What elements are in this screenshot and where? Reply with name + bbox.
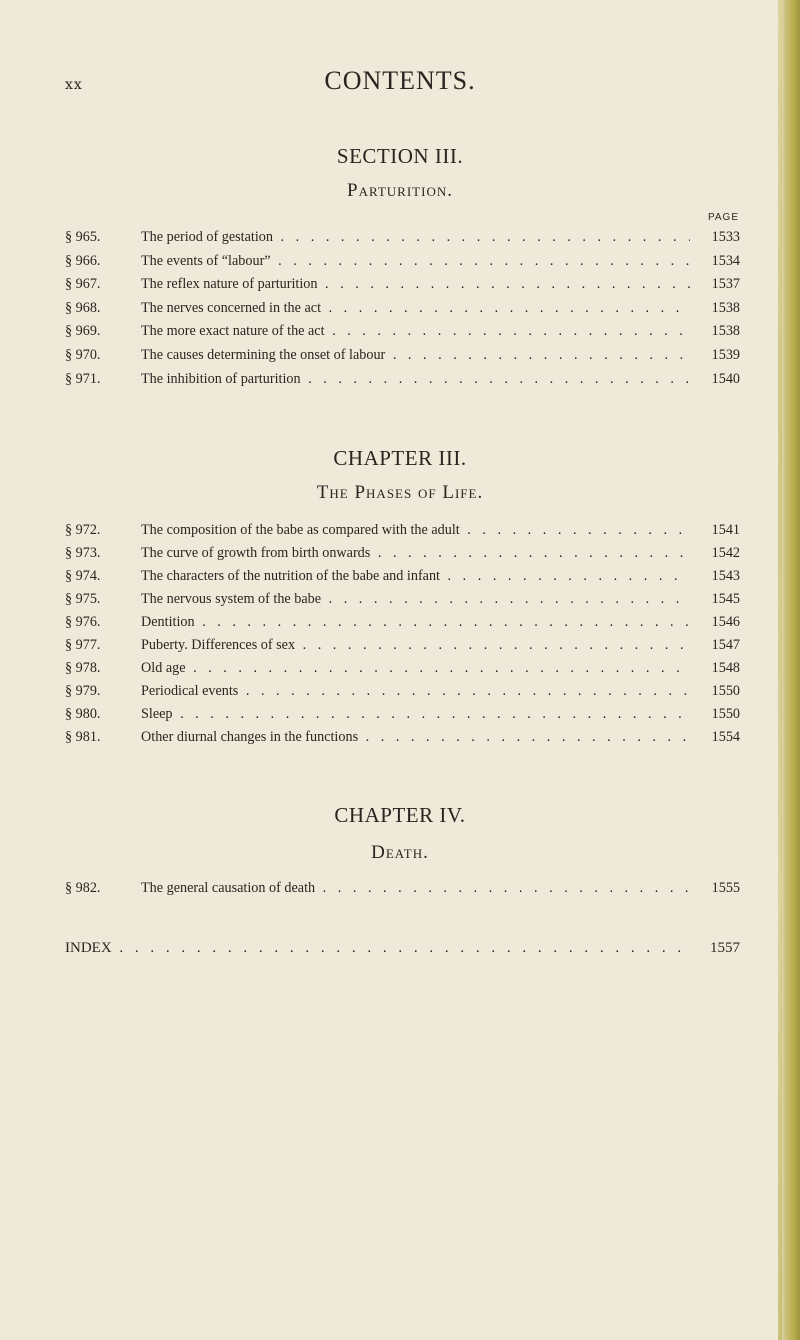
entry-page: 1548 [711,660,740,676]
toc-entry[interactable] [65,347,740,369]
section-subheading: Parturition. [347,180,453,201]
running-title: CONTENTS. [324,66,476,95]
entry-page: 1542 [711,545,740,561]
toc-entry[interactable] [65,880,740,902]
page-column-label: PAGE [707,212,739,223]
entry-title: The curve of growth from birth onwards . . . [141,545,690,562]
entry-page: 1550 [711,683,740,699]
chapter-subheading: The Phases of Life. [316,482,484,503]
entry-title: Puberty. Differences of sex . . . [141,637,690,654]
entry-number: § 974. [65,568,101,584]
entry-title: Dentition . . . [141,614,690,631]
chapter-subheading: Death. [371,842,429,863]
index-page: 1557 [710,940,740,956]
entry-page: 1533 [711,229,740,245]
entry-number: § 973. [65,545,101,561]
entry-title: The nerves concerned in the act . . . [141,300,690,317]
entry-number: § 977. [65,637,101,653]
entry-page: 1541 [711,522,740,538]
entry-number: § 971. [65,371,101,387]
running-head [0,66,800,106]
entry-number: § 969. [65,323,101,339]
entry-title: The events of “labour” . . . [141,253,690,270]
entry-page: 1534 [711,253,740,269]
entry-page: 1538 [711,300,740,316]
entry-page: 1546 [711,614,740,630]
entry-title: The general causation of death . . . [141,880,690,897]
entry-page: 1538 [711,323,740,339]
entry-page: 1555 [711,880,740,896]
entry-number: § 978. [65,660,101,676]
entry-number: § 970. [65,347,101,363]
entry-title: Sleep . . . [141,706,690,723]
entry-title: The characters of the nutrition of the babe and infant . . . [141,568,690,585]
entry-title: The reflex nature of parturition . . . [141,276,690,293]
entry-page: 1543 [711,568,740,584]
page-folio: xx [65,77,83,93]
entry-number: § 981. [65,729,101,745]
entry-number: § 968. [65,300,101,316]
entry-number: § 967. [65,276,101,292]
toc-entry[interactable] [65,300,740,322]
entry-title: Old age . . . [141,660,690,677]
entry-number: § 982. [65,880,101,896]
entry-title: Other diurnal changes in the functions . . . [141,729,690,746]
entry-page: 1537 [711,276,740,292]
entry-number: § 979. [65,683,101,699]
entry-number: § 980. [65,706,101,722]
entry-number: § 972. [65,522,101,538]
toc-entry[interactable] [65,660,740,682]
toc-entry[interactable] [65,371,740,393]
entry-number: § 976. [65,614,101,630]
toc-entry[interactable] [65,729,740,751]
entry-page: 1554 [711,729,740,745]
toc-entry[interactable] [65,545,740,567]
entry-page: 1550 [711,706,740,722]
entry-title: The causes determining the onset of labour . . . [141,347,690,364]
entry-page: 1539 [711,347,740,363]
toc-entry[interactable] [65,323,740,345]
entry-title: The more exact nature of the act . . . [141,323,690,340]
index-title: INDEX . . . [65,940,690,957]
toc-entry[interactable] [65,253,740,275]
toc-entry[interactable] [65,229,740,251]
entry-title: The inhibition of parturition . . . [141,371,690,388]
entry-number: § 966. [65,253,101,269]
chapter-heading: CHAPTER IV. [334,803,466,827]
toc-entry[interactable] [65,614,740,636]
toc-entry[interactable] [65,591,740,613]
chapter-heading: CHAPTER III. [333,446,467,470]
entry-title: Periodical events . . . [141,683,690,700]
toc-entry[interactable] [65,568,740,590]
entry-number: § 975. [65,591,101,607]
entry-title: The period of gestation . . . [141,229,690,246]
entry-page: 1540 [711,371,740,387]
entry-title: The composition of the babe as compared with the adult . . . [141,522,690,539]
entry-page: 1545 [711,591,740,607]
toc-entry[interactable] [65,276,740,298]
toc-entry[interactable] [65,522,740,544]
toc-entry[interactable] [65,683,740,705]
entry-number: § 965. [65,229,101,245]
toc-entry[interactable] [65,637,740,659]
entry-page: 1547 [711,637,740,653]
entry-title: The nervous system of the babe . . . [141,591,690,608]
section-heading: SECTION III. [336,144,464,168]
toc-entry[interactable] [65,706,740,728]
